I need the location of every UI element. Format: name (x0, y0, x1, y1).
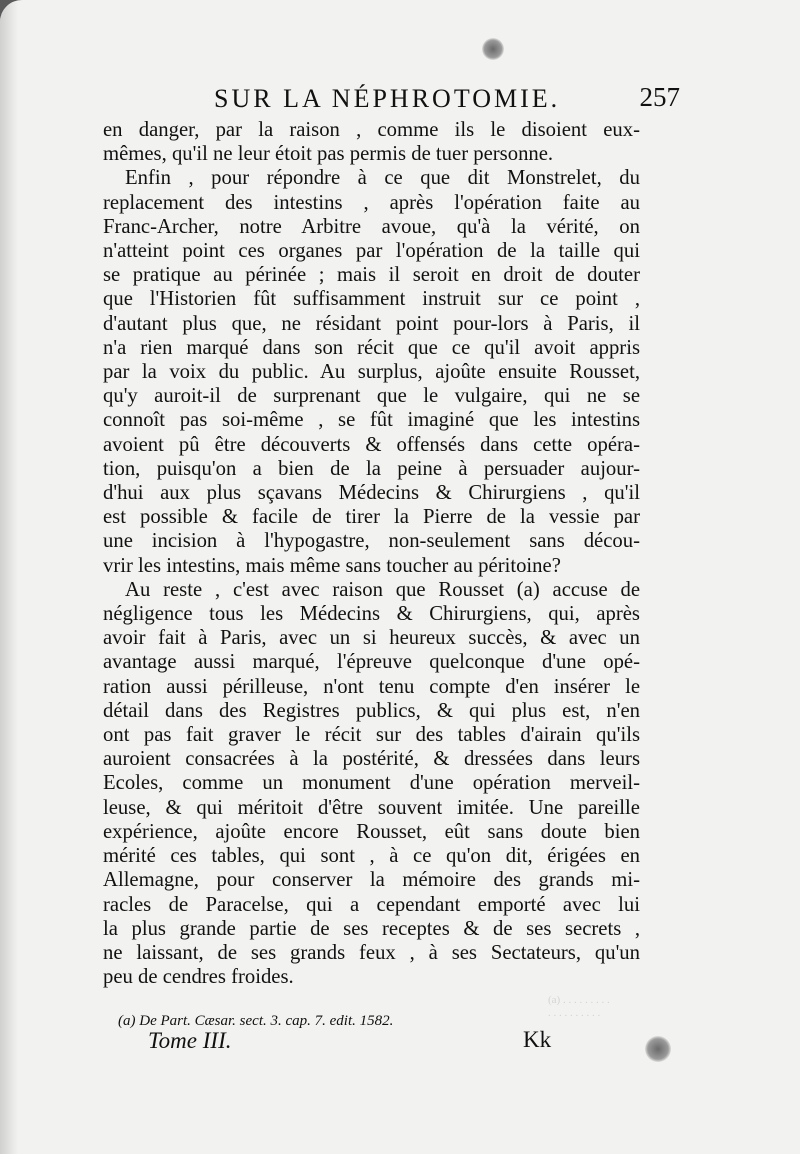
text-line: racles de Paracelse, qui a cependant emporté avec lui (103, 893, 640, 916)
text-line: se pratique au périnée ; mais il seroit en droit de douter (103, 264, 640, 287)
text-line: ration aussi périlleuse, n'ont tenu compte d'en insérer le (103, 675, 640, 698)
text-line: Ecoles, comme un monument d'une opération merveil- (103, 772, 640, 795)
text-line: Enfin , pour répondre à ce que dit Monstrelet, du (125, 167, 640, 190)
text-line: la plus grande partie de ses receptes & de ses secrets , (103, 917, 640, 940)
signature-mark: Tome III. (148, 1028, 232, 1053)
text-line: négligence tous les Médecins & Chirurgiens, qui, après (103, 603, 640, 626)
text-line: peu de cendres froides. (103, 966, 294, 989)
text-line: mérité ces tables, qui sont , à ce qu'on dit, érigées en (103, 845, 640, 868)
text-line: une incision à l'hypogastre, non-seulement sans décou- (103, 530, 640, 553)
page-number: 257 (639, 82, 680, 112)
text-line: tion, puisqu'on a bien de la peine à persuader aujour- (103, 457, 640, 480)
text-line: avantage aussi marqué, l'épreuve quelconque d'une opé- (103, 651, 640, 674)
text-line: vrir les intestins, mais même sans toucher au péritoine? (103, 554, 561, 577)
text-line: d'hui aux plus sçavans Médecins & Chirurgiens , qu'il (103, 482, 640, 505)
text-line: détail dans des Registres publics, & qui plus est, n'en (103, 699, 640, 722)
text-line: ne laissant, de ses grands feux , à ses Sectateurs, qu'un (103, 941, 640, 964)
text-line: d'autant plus que, ne résidant point pour-lors à Paris, il (103, 312, 640, 335)
text-line: en danger, par la raison , comme ils le disoient eux- (103, 119, 640, 141)
text-line: expérience, ajoûte encore Rousset, eût sans doute bien (103, 820, 640, 843)
text-line: avoient pû être découverts & offensés dans cette opéra- (103, 433, 640, 456)
text-line: Au reste , c'est avec raison que Rousset (a) accuse de (125, 578, 640, 601)
ink-spot (482, 38, 504, 60)
text-line: est possible & facile de tirer la Pierre de la vessie par (103, 506, 640, 529)
text-line: auroient consacrées à la postérité, & dressées dans leurs (103, 748, 640, 771)
text-line: avoir fait à Paris, avec un si heureux succès, & avec un (103, 627, 640, 650)
text-line: replacement des intestins , après l'opération faite au (103, 191, 640, 214)
text-line: mêmes, qu'il ne leur étoit pas permis de tuer personne. (103, 143, 554, 166)
catchword: Kk (523, 1027, 552, 1052)
text-line: connoît pas soi-même , se fût imaginé que les intestins (103, 409, 640, 432)
text-line: n'atteint point ces organes par l'opération de la taille qui (103, 240, 640, 263)
text-line: qu'y auroit-il de surprenant que le vulgaire, qui ne se (103, 385, 640, 408)
text-line: Franc-Archer, notre Arbitre avoue, qu'à la vérité, on (103, 215, 640, 238)
text-line: leuse, & qui méritoit d'être souvent imitée. Une pareille (103, 796, 640, 819)
body-text (103, 118, 640, 989)
show-through-text: (a) . . . . . . . . . . . . . . . . . . . (548, 994, 610, 1019)
text-line: Allemagne, pour conserver la mémoire des grands mi- (103, 869, 640, 892)
text-line: n'a rien marqué dans son récit que ce qu'il avoit appris (103, 336, 640, 359)
running-title: SUR LA NÉPHROTOMIE. (214, 84, 561, 113)
page-header (200, 80, 680, 120)
text-line: par la voix du public. Au surplus, ajoûte ensuite Rousset, (103, 361, 640, 384)
text-line: ont pas fait graver le récit sur des tables d'airain qu'ils (103, 724, 640, 747)
ink-spot (645, 1036, 671, 1062)
text-line: que l'Historien fût suffisamment instruit sur ce point , (103, 288, 640, 311)
footnote: (a) De Part. Cæsar. sect. 3. cap. 7. edit. 1582. (118, 1013, 394, 1029)
